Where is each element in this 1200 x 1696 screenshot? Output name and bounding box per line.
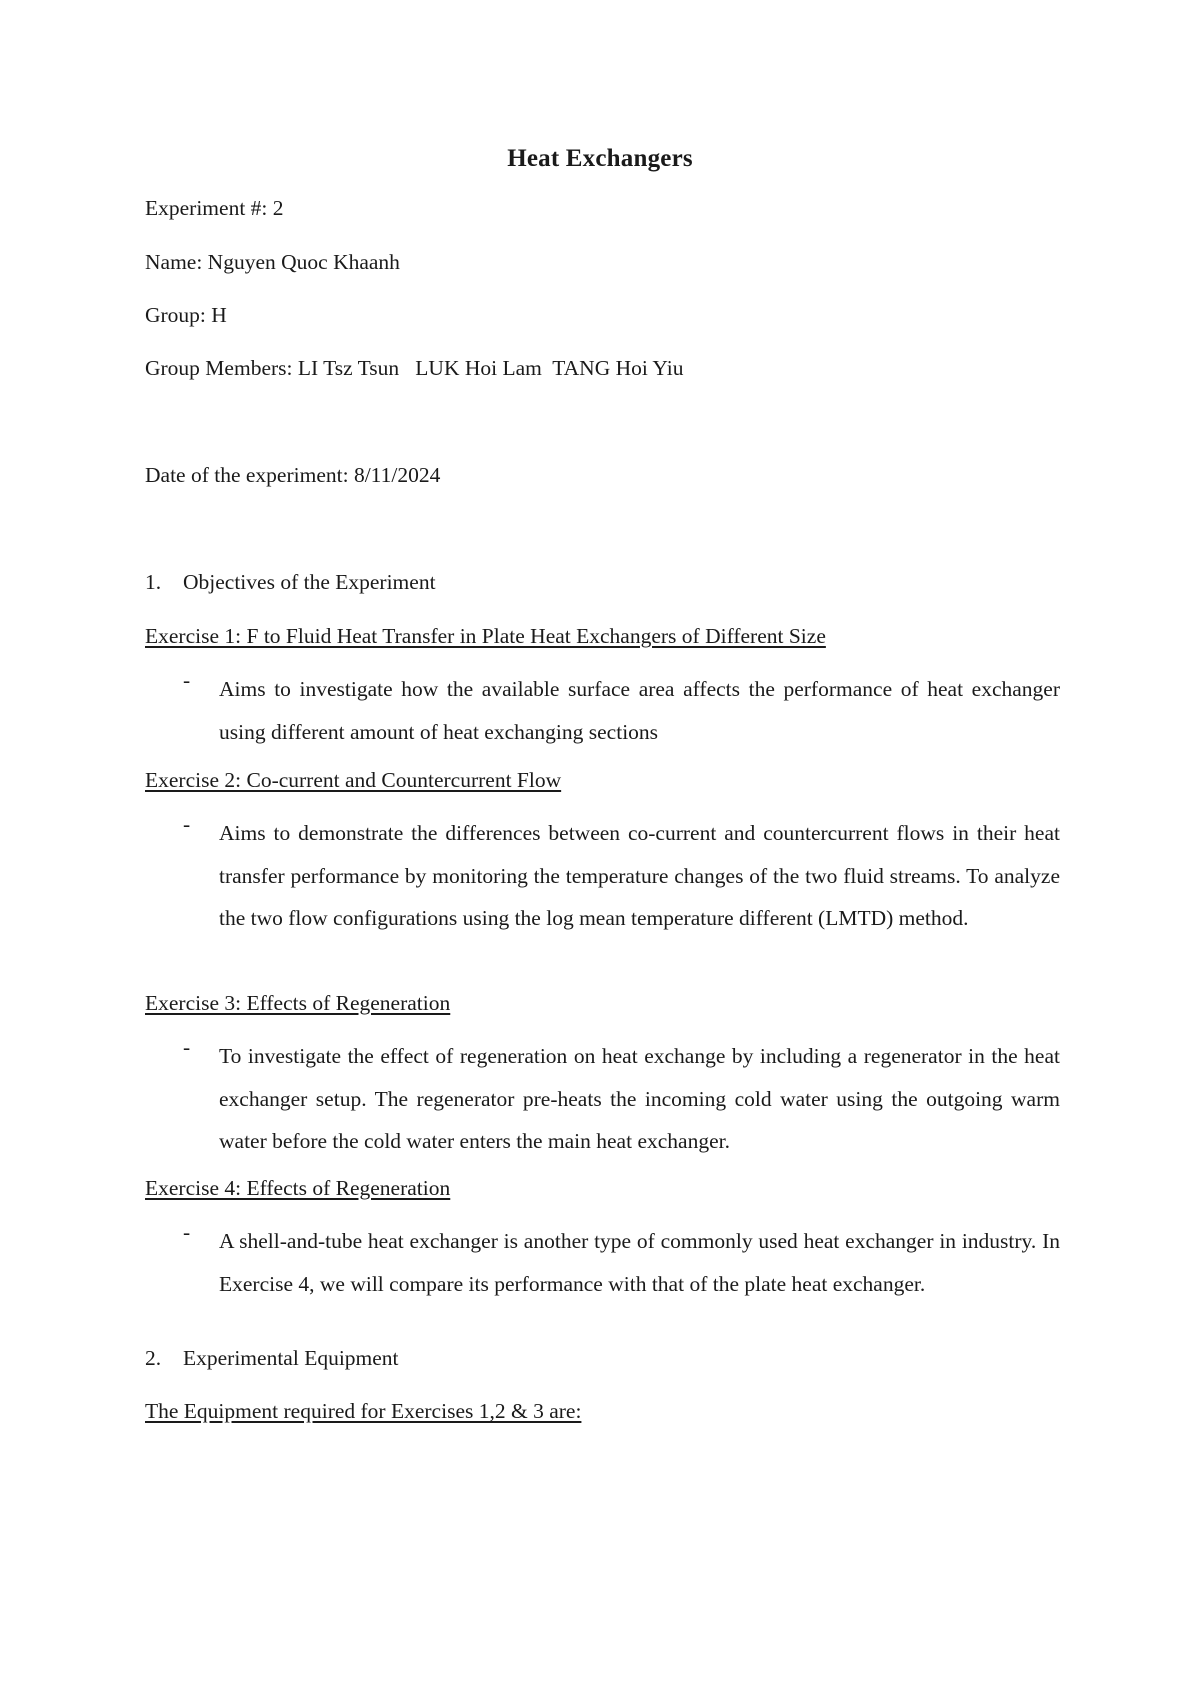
exercise-3-text: To investigate the effect of regeneration on heat exchange by including a regenerator in the heat exchanger setup. The regenerator pre-heats the incoming cold water using the outgoing warm water before the cold water enters the main heat exchanger. [219, 1044, 1060, 1153]
section-number: 2. [145, 1346, 162, 1370]
exercise-3-bullet [145, 1035, 1060, 1163]
exercise-2-heading: Exercise 2: Co-current and Countercurrent Flow [145, 768, 562, 792]
exercise-2-text: Aims to demonstrate the differences between co-current and countercurrent flows in their heat transfer performance by monitoring the temperature changes of the two fluid streams. To analyze the two flow configurations using the log mean temperature different (LMTD) method. [219, 821, 1060, 930]
section-title: Objectives of the Experiment [183, 570, 436, 594]
experiment-date: Date of the experiment: 8/11/2024 [145, 463, 441, 487]
group-members: Group Members: LI Tsz Tsun LUK Hoi Lam TANG Hoi Yiu [145, 356, 684, 380]
exercise-1-heading: Exercise 1: F to Fluid Heat Transfer in Plate Heat Exchangers of Different Size [145, 624, 826, 648]
exercise-4-bullet [145, 1220, 1060, 1305]
bullet-dash: - [183, 668, 191, 692]
exercise-1-bullet [145, 668, 1060, 753]
bullet-dash: - [183, 812, 191, 836]
exercise-4-heading: Exercise 4: Effects of Regeneration [145, 1176, 451, 1200]
exercise-3-heading: Exercise 3: Effects of Regeneration [145, 991, 451, 1015]
exercise-4-text: A shell-and-tube heat exchanger is another type of commonly used heat exchanger in industry. In Exercise 4, we will compare its performance with that of the plate heat exchanger. [219, 1229, 1060, 1296]
exercise-2-bullet [145, 812, 1060, 940]
section-title: Experimental Equipment [183, 1346, 399, 1370]
section-heading-objectives [145, 570, 436, 595]
group: Group: H [145, 303, 227, 327]
section-number: 1. [145, 570, 162, 594]
document-title: Heat Exchangers [507, 145, 693, 172]
student-name: Name: Nguyen Quoc Khaanh [145, 250, 400, 274]
section-heading-equipment [145, 1346, 399, 1371]
exercise-1-text: Aims to investigate how the available surface area affects the performance of heat exchanger using different amount of heat exchanging sections [219, 677, 1060, 744]
bullet-dash: - [183, 1220, 191, 1244]
equipment-heading: The Equipment required for Exercises 1,2 & 3 are: [145, 1399, 582, 1423]
experiment-number: Experiment #: 2 [145, 196, 284, 220]
bullet-dash: - [183, 1035, 191, 1059]
